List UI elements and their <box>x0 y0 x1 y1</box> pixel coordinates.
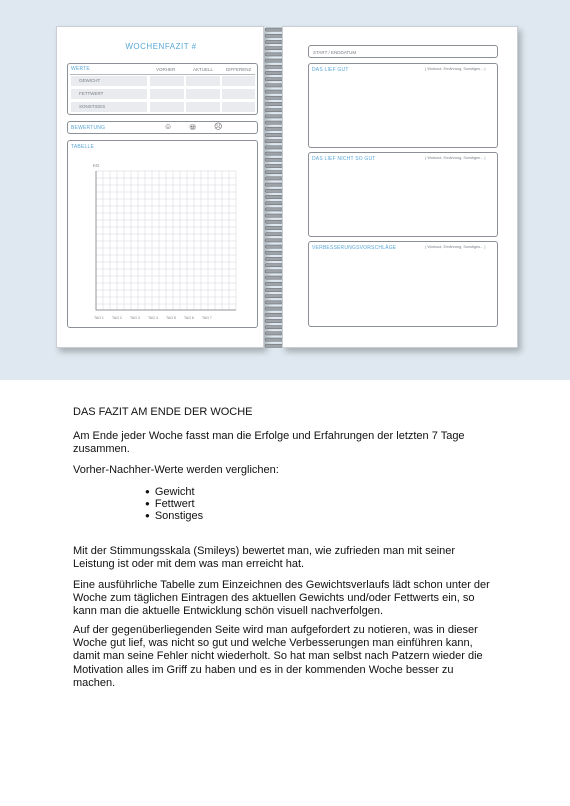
spiral-ring <box>265 301 283 304</box>
values-header: WERTE <box>71 66 90 72</box>
spiral-ring <box>265 158 283 161</box>
spiral-ring <box>265 140 283 143</box>
spiral-ring <box>265 233 283 236</box>
value-cell[interactable] <box>186 76 220 86</box>
spiral-ring <box>265 257 283 260</box>
column-before: VORHER <box>156 67 176 72</box>
weight-grid[interactable] <box>68 141 257 327</box>
went-badly-title: DAS LIEF NICHT SO GUT <box>312 156 376 162</box>
description-paragraph-3: Mit der Stimmungsskala (Smileys) bewertet man, wie zufrieden man mit seiner Leistung ist oder mit dem was man erreicht hat. <box>73 545 456 571</box>
spiral-ring <box>265 127 283 130</box>
went-well-hint: ( Workout, Ernährung, Sonstiges... ) <box>425 67 486 71</box>
description-paragraph-4: Eine ausführliche Tabelle zum Einzeichnen des Gewichtsverlaufs lädt schon unter der Woche zum täglichen Eintragen des aktuellen Gewichts und/oder Fettwerts ein, so kann man die aktuelle Entwicklung schön visuell nachverfolgen. <box>73 579 490 618</box>
start-end-date-field[interactable] <box>308 45 498 58</box>
value-cell[interactable] <box>186 102 220 112</box>
spiral-ring <box>265 96 283 99</box>
spiral-ring <box>265 65 283 68</box>
spiral-ring <box>265 53 283 56</box>
spiral-ring <box>265 288 283 291</box>
value-cell[interactable] <box>222 76 255 86</box>
column-current: AKTUELL <box>193 67 214 72</box>
spiral-ring <box>265 28 283 31</box>
left-page <box>56 26 264 348</box>
rating-box <box>67 121 258 134</box>
spiral-ring <box>265 78 283 81</box>
value-cell[interactable] <box>222 89 255 99</box>
row-weight-label: GEWICHT <box>79 78 101 83</box>
y-axis-label: KG <box>93 163 100 168</box>
right-page <box>282 26 518 348</box>
product-photo <box>0 0 570 380</box>
spiral-ring <box>265 220 283 223</box>
list-item: ● Fettwert <box>145 499 203 511</box>
spiral-ring <box>265 226 283 229</box>
day-label: TAG 7 <box>202 316 212 320</box>
day-label: TAG 3 <box>130 316 140 320</box>
day-label: TAG 1 <box>94 316 104 320</box>
spiral-ring <box>265 208 283 211</box>
spiral-ring <box>265 84 283 87</box>
spiral-ring <box>265 177 283 180</box>
spiral-ring <box>265 90 283 93</box>
spiral-ring <box>265 47 283 50</box>
spiral-binding <box>264 26 284 348</box>
description-paragraph-5: Auf der gegenüberliegenden Seite wird man aufgefordert zu notieren, was in dieser Woche gut lief, was nicht so gut und welche Verbesserungen man einführen kann, damit man seine Fehler nicht wiederholt. So hat man selbst nach Patzern wieder die Motivation alles im Griff zu haben und es in der kommenden Woche besser zu machen. <box>73 624 483 689</box>
spiral-ring <box>265 34 283 37</box>
went-well-box[interactable] <box>308 63 498 148</box>
went-badly-box[interactable] <box>308 152 498 237</box>
spiral-ring <box>265 133 283 136</box>
spiral-ring <box>265 276 283 279</box>
column-difference: DIFFERENZ <box>226 67 252 72</box>
values-divider <box>70 74 255 75</box>
improvements-box[interactable] <box>308 241 498 327</box>
spiral-ring <box>265 109 283 112</box>
spiral-ring <box>265 338 283 341</box>
went-well-title: DAS LIEF GUT <box>312 67 349 73</box>
spiral-ring <box>265 102 283 105</box>
spiral-ring <box>265 251 283 254</box>
open-planner <box>56 26 518 348</box>
spiral-ring <box>265 189 283 192</box>
spiral-ring <box>265 195 283 198</box>
start-end-date-label: START / ENDDATUM <box>313 50 357 55</box>
spiral-ring <box>265 164 283 167</box>
row-other-label: SONSTIGES <box>79 104 106 109</box>
spiral-ring <box>265 264 283 267</box>
value-cell[interactable] <box>186 89 220 99</box>
values-box <box>67 63 258 115</box>
spiral-ring <box>265 319 283 322</box>
value-cell[interactable] <box>150 89 184 99</box>
spiral-ring <box>265 59 283 62</box>
description-paragraph-1: Am Ende jeder Woche fasst man die Erfolge und Erfahrungen der letzten 7 Tage zusammen. <box>73 430 465 456</box>
description-paragraph-2: Vorher-Nachher-Werte werden verglichen: <box>73 464 279 476</box>
spiral-ring <box>265 202 283 205</box>
smiley-neutral-icon[interactable]: 😐 <box>189 125 197 131</box>
value-cell[interactable] <box>150 76 184 86</box>
spiral-ring <box>265 71 283 74</box>
spiral-ring <box>265 326 283 329</box>
spiral-ring <box>265 214 283 217</box>
row-fat-label: FETTWERT <box>79 91 104 96</box>
week-summary-title: WOCHENFAZIT # <box>125 42 197 51</box>
improvements-hint: ( Workout, Ernährung, Sonstiges... ) <box>425 245 486 249</box>
day-label: TAG 6 <box>184 316 194 320</box>
spiral-ring <box>265 121 283 124</box>
list-item: ● Sonstiges <box>145 511 203 523</box>
went-badly-hint: ( Workout, Ernährung, Sonstiges... ) <box>425 156 486 160</box>
spiral-ring <box>265 115 283 118</box>
improvements-title: VERBESSERUNGSVORSCHLÄGE <box>312 245 397 251</box>
values-bullet-list <box>145 487 203 522</box>
spiral-ring <box>265 313 283 316</box>
day-label: TAG 2 <box>112 316 122 320</box>
value-cell[interactable] <box>222 102 255 112</box>
smiley-happy-icon[interactable]: ☺ <box>164 122 173 131</box>
spiral-ring <box>265 152 283 155</box>
table-header: TABELLE <box>71 144 94 150</box>
list-item: ● Gewicht <box>145 487 203 499</box>
spiral-ring <box>265 239 283 242</box>
spiral-ring <box>265 332 283 335</box>
spiral-ring <box>265 344 283 347</box>
spiral-ring <box>265 270 283 273</box>
spiral-ring <box>265 245 283 248</box>
spiral-ring <box>265 307 283 310</box>
value-cell[interactable] <box>150 102 184 112</box>
description-heading: DAS FAZIT AM ENDE DER WOCHE <box>73 406 253 418</box>
spiral-ring <box>265 295 283 298</box>
spiral-ring <box>265 146 283 149</box>
day-label: TAG 5 <box>166 316 176 320</box>
day-label: TAG 4 <box>148 316 158 320</box>
spiral-ring <box>265 40 283 43</box>
spiral-ring <box>265 183 283 186</box>
table-box <box>67 140 258 328</box>
spiral-ring <box>265 171 283 174</box>
smiley-sad-icon[interactable]: ☹ <box>214 122 223 131</box>
rating-label: BEWERTUNG <box>71 125 106 131</box>
spiral-ring <box>265 282 283 285</box>
